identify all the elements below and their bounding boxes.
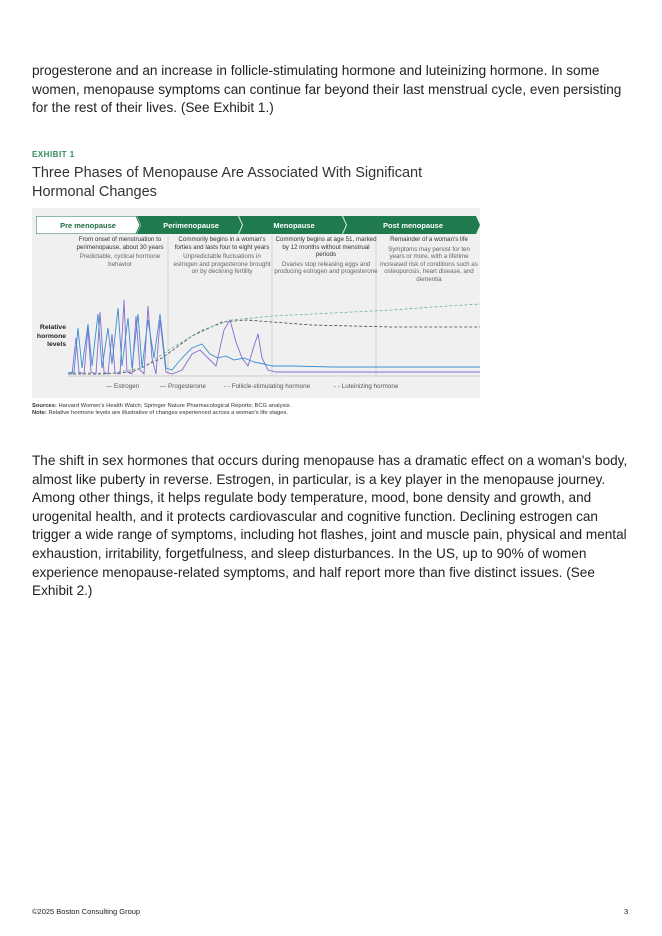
exhibit-title: Three Phases of Menopause Are Associated With Significant Hormonal Changes: [32, 165, 423, 200]
phase-label-menopause: Menopause: [273, 220, 315, 230]
phase-desc-post-menopause: [380, 236, 478, 284]
body-paragraph: The shift in sex hormones that occurs during menopause has a dramatic effect on a woman's body, almost like puberty in reverse. Estrogen, in particular, is a key player in the menopause journey. Among other things, it helps regulate body temperature, mood, bone density and growth, and urogenital health, and it protects cardiovascular and cognitive function. Declining estrogen can trigger a wide range of symptoms, including hot flashes, joint and muscle pain, physical and mental exhaustion, irritability, forgetfulness, and sleep disturbances. In the US, up to 90% of women experience menopause-related symptoms, and half report more than five distinct issues. (See Exhibit 2.): [32, 453, 628, 599]
phase-desc-pre-menopause: [70, 236, 170, 268]
phase-desc-sub: Unpredictable fluctuations in estrogen and progesterone brought on by declining fertility: [173, 253, 271, 276]
estrogen-line: [68, 308, 480, 373]
note-label: Note:: [32, 410, 47, 417]
phase-desc-main: Remainder of a woman's life: [390, 236, 468, 243]
legend-estrogen: — Estrogen: [106, 383, 140, 390]
intro-paragraph: progesterone and an increase in follicle-stimulating hormone and luteinizing hormone. In some women, menopause symptoms can continue far beyond their last menstrual cycle, even persisting for the rest of their lives. (See Exhibit 1.): [32, 63, 622, 116]
sources-label: Sources:: [32, 403, 57, 409]
exhibit-sources: [32, 403, 291, 418]
sources-text: Harvard Women's Health Watch; Springer Nature Pharmacological Reports; BCG analysis.: [58, 403, 292, 409]
phase-label-pre-menopause: Pre menopause: [60, 220, 116, 230]
legend-lh: - - Luteinizing hormone: [334, 383, 399, 390]
legend-progesterone: — Progesterone: [160, 383, 206, 390]
phase-label-perimenopause: Perimenopause: [163, 220, 219, 230]
page-number: 3: [624, 907, 629, 916]
phase-desc-main: Commonly begins at age 51, marked by 12 months without menstrual periods: [275, 236, 377, 259]
phase-desc-main: Commonly begins in a woman's forties and lasts four to eight years: [174, 236, 270, 251]
phase-label-post-menopause: Post menopause: [382, 220, 443, 230]
phase-desc-sub: Ovaries stop releasing eggs and producing estrogen and progesterone: [274, 260, 378, 276]
y-axis-label: Relative hormone levels: [36, 324, 66, 349]
footer-copyright: ©2025 Boston Consulting Group: [32, 907, 141, 916]
phase-desc-sub: Predictable, cyclical hormone behavior: [79, 253, 161, 268]
chart-legend: [32, 383, 480, 393]
phase-chevrons: [36, 216, 480, 234]
phase-desc-menopause: [274, 236, 378, 276]
phase-desc-main: From onset of menstruation to perimenopause, about 30 years: [76, 236, 164, 251]
legend-fsh: - - Follicle-stimulating hormone: [224, 383, 311, 390]
phase-desc-sub: Symptoms may persist for ten years or more, with a lifetime increased risk of conditions such as osteoporosis, heart disease, and dementia: [380, 245, 478, 283]
phase-desc-perimenopause: [172, 236, 272, 276]
note-text: Relative hormone levels are illustrative of changes experienced across a woman's life stages.: [48, 410, 288, 417]
exhibit-label: EXHIBIT 1: [32, 150, 75, 159]
